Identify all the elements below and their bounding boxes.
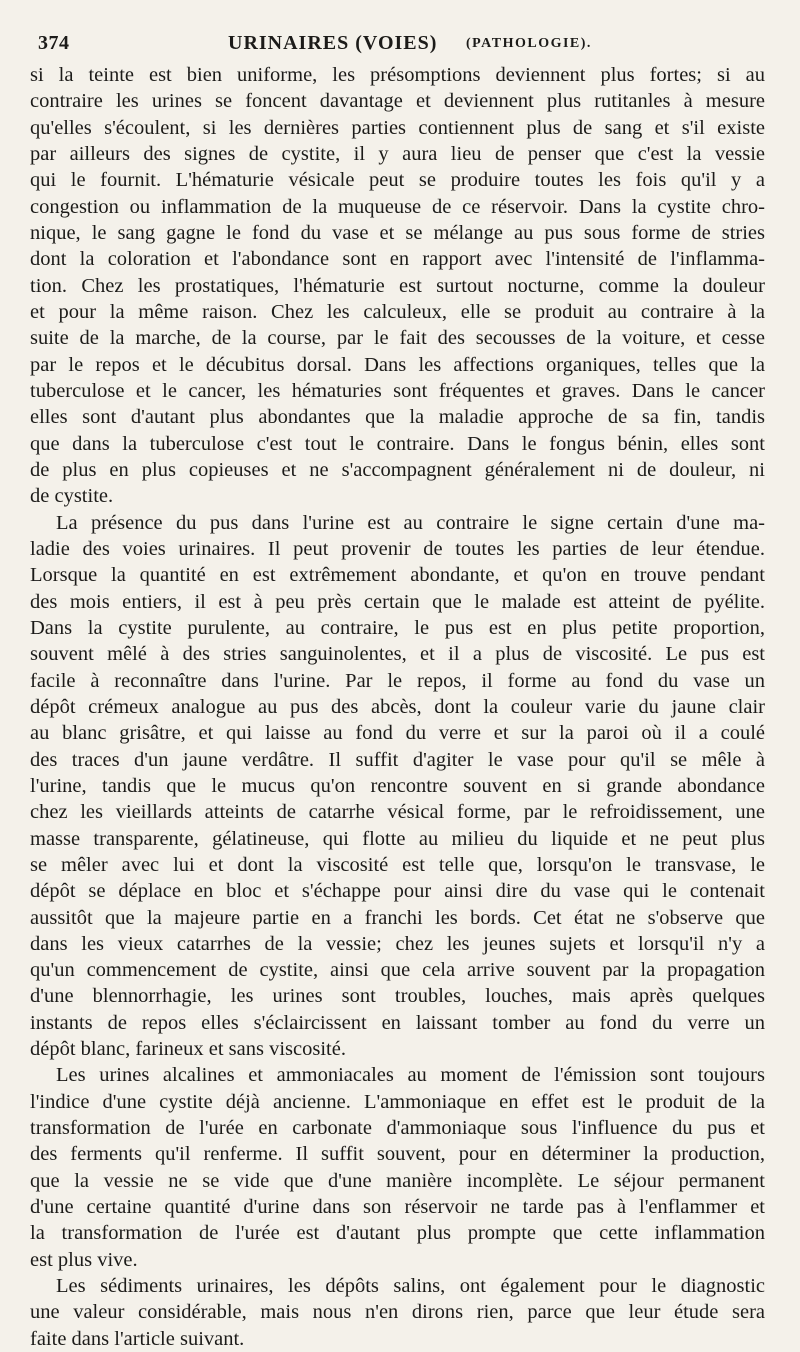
text-line: la transformation de l'urée est d'autant plus prompte que cette inflammation xyxy=(30,1222,765,1245)
text-line: qu'elles s'écoulent, si les dernières parties contiennent plus de sang et s'il existe xyxy=(30,116,765,139)
paragraph-start-line: Les urines alcalines et ammoniacales au moment de l'émission sont toujours xyxy=(56,1064,765,1087)
text-line: masse transparente, gélatineuse, qui flotte au milieu du liquide et ne peut plus xyxy=(30,827,765,850)
text-line: nique, le sang gagne le fond du vase et se mélange au pus sous forme de stries xyxy=(30,221,765,244)
paragraph-start-line: Les sédiments urinaires, les dépôts salins, ont également pour le diagnostic xyxy=(56,1275,765,1298)
text-line: et pour la même raison. Chez les calculeux, elle se produit au contraire à la xyxy=(30,300,765,323)
text-line: d'une blennorrhagie, les urines sont troubles, louches, mais après quelques xyxy=(30,985,765,1008)
text-line: contraire les urines se foncent davantage et deviennent plus rutitanles à mesure xyxy=(30,90,765,113)
text-line: de plus en plus copieuses et ne s'accompagnent généralement ni de douleur, ni xyxy=(30,458,765,481)
paragraph-end-line: faite dans l'article suivant. xyxy=(30,1327,245,1350)
text-line: tion. Chez les prostatiques, l'hématurie est surtout nocturne, comme la douleur xyxy=(30,274,765,297)
text-line: suite de la marche, de la course, par le fait des secousses de la voiture, et cesse xyxy=(30,327,765,350)
text-line: qu'un commencement de cystite, ainsi que cela arrive souvent par la propagation xyxy=(30,959,765,982)
running-subtitle: (PATHOLOGIE). xyxy=(466,36,592,51)
text-line: si la teinte est bien uniforme, les présomptions deviennent plus fortes; si au xyxy=(30,64,765,86)
text-line: souvent mêlé à des stries sanguinolentes, et il a plus de viscosité. Le pus est xyxy=(30,643,765,666)
text-line: Dans la cystite purulente, au contraire, le pus est en plus petite proportion, xyxy=(30,616,765,639)
text-line: aussitôt que la majeure partie en a franchi les bords. Cet état ne s'observe que xyxy=(30,906,765,929)
text-line: au blanc grisâtre, et qui laisse au fond du verre et sur la paroi où il a coulé xyxy=(30,722,765,745)
text-line: chez les vieillards atteints de catarrhe vésical forme, par le refroidissement, une xyxy=(30,801,765,824)
text-line: des ferments qu'il renferme. Il suffit souvent, pour en déterminer la production, xyxy=(30,1143,765,1166)
text-line: que la vessie ne se vide que d'une manière incomplète. Le séjour permanent xyxy=(30,1169,765,1192)
text-line: transformation de l'urée en carbonate d'ammoniaque sous l'influence du pus et xyxy=(30,1117,765,1140)
paragraph-end-line: est plus vive. xyxy=(30,1248,138,1271)
running-head xyxy=(28,26,778,60)
text-line: se mêler avec lui et dont la viscosité est telle que, lorsqu'on le transvase, le xyxy=(30,853,765,876)
text-line: dont la coloration et l'abondance sont en rapport avec l'intensité de l'inflamma- xyxy=(30,248,765,271)
text-line: des mois entiers, il est à peu près certain que le malade est atteint de pyélite. xyxy=(30,590,765,613)
text-line: dépôt se déplace en bloc et s'échappe pour ainsi dire du vase qui le contenait xyxy=(30,880,765,903)
text-line: par ailleurs des signes de cystite, il y aura lieu de penser que c'est la vessie xyxy=(30,142,765,165)
text-line: dans les vieux catarrhes de la vessie; chez les jeunes sujets et lorsqu'il n'y a xyxy=(30,932,765,955)
paragraph-end-line: de cystite. xyxy=(30,485,114,508)
text-line: dépôt crémeux analogue au pus des abcès, dont la couleur varie du jaune clair xyxy=(30,695,765,718)
text-line: tuberculose et le cancer, les hématuries sont fréquentes et graves. Dans le cancer xyxy=(30,379,765,402)
text-line: des traces d'un jaune verdâtre. Il suffit d'agiter le vase pour qu'il se mêle à xyxy=(30,748,765,771)
text-line: facile à reconnaître dans l'urine. Par le repos, il forme au fond du vase un xyxy=(30,669,765,692)
text-line: elles sont d'autant plus abondantes que la maladie approche de sa fin, tandis xyxy=(30,406,765,429)
text-line: qui le fournit. L'hématurie vésicale peut se produire toutes les fois qu'il y a xyxy=(30,169,765,192)
text-line: d'une certaine quantité d'urine dans son réservoir ne tarde pas à l'enflammer et xyxy=(30,1196,765,1219)
text-line: que dans la tuberculose c'est tout le contraire. Dans le fongus bénin, elles sont xyxy=(30,432,765,455)
paragraph-start-line: La présence du pus dans l'urine est au contraire le signe certain d'une ma- xyxy=(56,511,765,534)
paragraph-end-line: dépôt blanc, farineux et sans viscosité. xyxy=(30,1038,346,1061)
text-line: ladie des voies urinaires. Il peut provenir de toutes les parties de leur étendue. xyxy=(30,537,765,560)
text-line: par le repos et le décubitus dorsal. Dans les affections organiques, telles que la xyxy=(30,353,765,376)
text-line: instants de repos elles s'éclaircissent en laissant tomber au fond du verre un xyxy=(30,1011,765,1034)
text-line: congestion ou inflammation de la muqueuse de ce réservoir. Dans la cystite chro- xyxy=(30,195,765,218)
text-line: l'urine, tandis que le mucus qu'on rencontre souvent en si grande abondance xyxy=(30,774,765,797)
text-line: l'indice d'une cystite déjà ancienne. L'ammoniaque en effet est le produit de la xyxy=(30,1090,765,1113)
text-line: une valeur considérable, mais nous n'en dirons rien, parce que leur étude sera xyxy=(30,1301,765,1324)
page-number: 374 xyxy=(38,32,70,54)
text-line: Lorsque la quantité en est extrêmement abondante, et qu'on en trouve pendant xyxy=(30,564,765,587)
running-title: URINAIRES (VOIES) xyxy=(228,32,438,54)
body-text xyxy=(30,62,765,1352)
